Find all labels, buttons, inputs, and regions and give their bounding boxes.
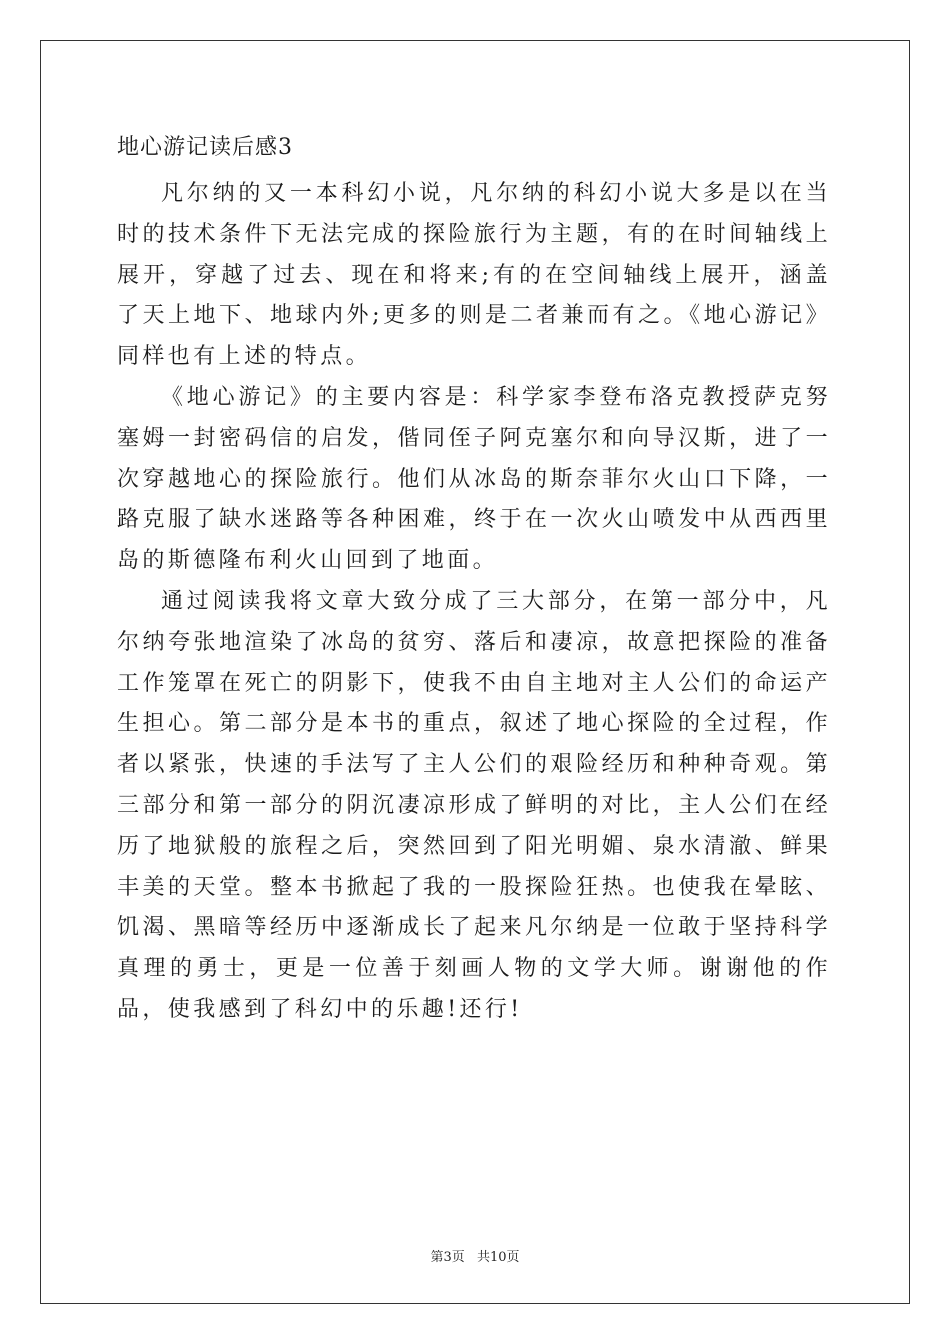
paragraph-3: 通过阅读我将文章大致分成了三大部分，在第一部分中，凡尔纳夸张地渲染了冰岛的贫穷、落后和凄凉，故意把探险的准备工作笼罩在死亡的阴影下，使我不由自主地对主人公们的命运产生担心。第二部分是本书的重点，叙述了地心探险的全过程，作者以紧张，快速的手法写了主人公们的艰险经历和种种奇观。第三部分和第一部分的阴沉凄凉形成了鲜明的对比，主人公们在经历了地狱般的旅程之后，突然回到了阳光明媚、泉水清澈、鲜果丰美的天堂。整本书掀起了我的一股探险狂热。也使我在晕眩、饥渴、黑暗等经历中逐渐成长了起来凡尔纳是一位敢于坚持科学真理的勇士，更是一位善于刻画人物的文学大师。谢谢他的作品，使我感到了科幻中的乐趣!还行!: [117, 588, 831, 1022]
document-body: [117, 128, 831, 1031]
page-total: 共10页: [476, 1250, 520, 1265]
page-number: 第3页: [430, 1250, 465, 1265]
document-title: 地心游记读后感3: [117, 135, 293, 160]
paragraph-2: 《地心游记》的主要内容是：科学家李登布洛克教授萨克努塞姆一封密码信的启发，偕同侄子阿克塞尔和向导汉斯，进了一次穿越地心的探险旅行。他们从冰岛的斯奈菲尔火山口下降，一路克服了缺水迷路等各种困难，终于在一次火山喷发中从西西里岛的斯德隆布利火山回到了地面。: [117, 384, 831, 574]
paragraph-1: 凡尔纳的又一本科幻小说，凡尔纳的科幻小说大多是以在当时的技术条件下无法完成的探险旅行为主题，有的在时间轴线上展开，穿越了过去、现在和将来;有的在空间轴线上展开，涵盖了天上地下、地球内外;更多的则是二者兼而有之。《地心游记》同样也有上述的特点。: [117, 181, 831, 370]
page-footer: [0, 1246, 950, 1265]
